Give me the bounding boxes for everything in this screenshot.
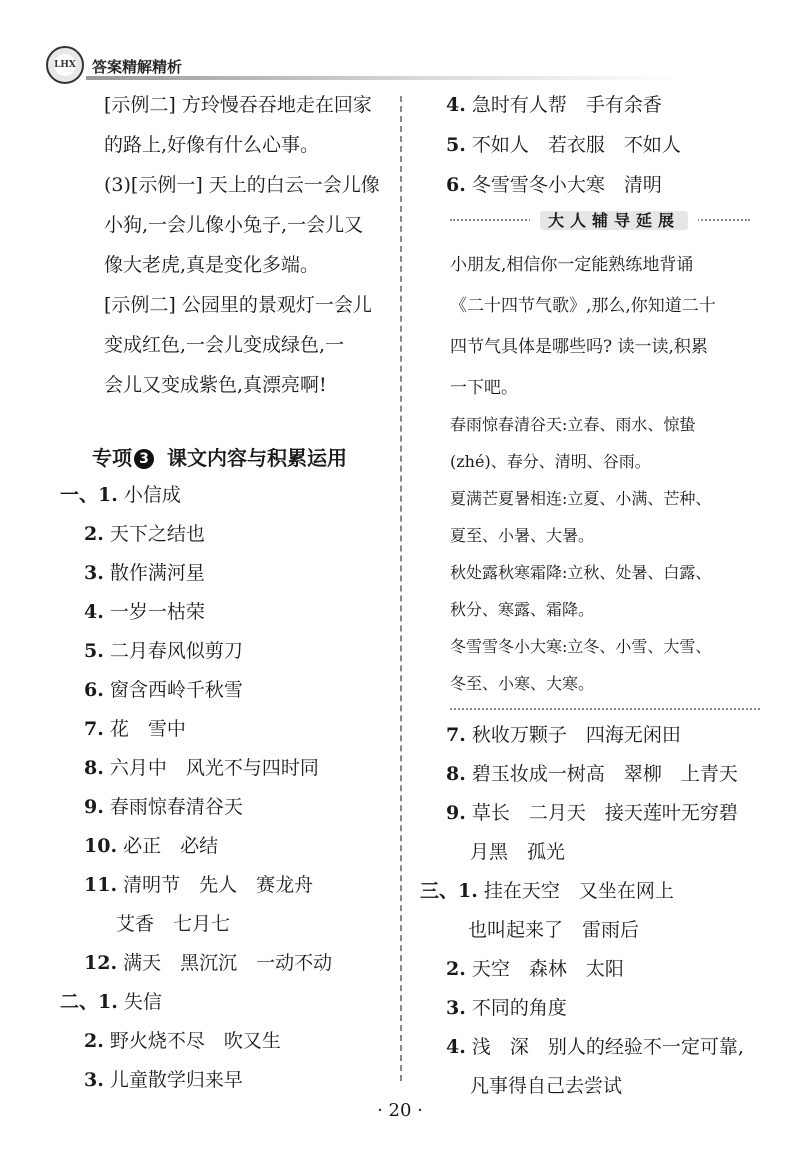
publisher-logo: LHX (46, 46, 84, 84)
item-text: 花 雪中 (109, 718, 186, 740)
text-line: 小狗,一会儿像小兔子,一会儿又 (104, 214, 364, 236)
text-line: 的路上,好像有什么心事。 (104, 134, 320, 156)
item-text: 碧玉妆成一树高 翠柳 上青天 (471, 763, 738, 785)
item-text: 草长 二月天 接天莲叶无穷碧 (471, 802, 738, 824)
answer-item (84, 833, 218, 859)
item-text: 月黑 孤光 (470, 841, 566, 863)
answer-item (446, 995, 567, 1021)
item-number: 4. (84, 601, 104, 623)
extension-box-header (450, 208, 750, 232)
answer-item (446, 956, 624, 982)
item-text: 凡事得自己去尝试 (470, 1075, 623, 1097)
section-title: 课文内容与积累运用 (166, 446, 347, 470)
answer-item (468, 917, 639, 943)
header-title: 答案精解精析 (92, 58, 183, 76)
item-number: 5. (446, 134, 466, 156)
item-text: 艾香 七月七 (116, 913, 231, 935)
item-text: 不同的角度 (471, 997, 567, 1019)
item-text: 春雨惊春清谷天 (109, 796, 243, 818)
answer-item (84, 677, 243, 703)
box-line: (zhé)、春分、清明、谷雨。 (450, 452, 651, 471)
answer-item (446, 800, 738, 826)
box-line: 《二十四节气歌》,那么,你知道二十 (450, 296, 716, 316)
header-bar (86, 76, 686, 80)
box-line: 小朋友,相信你一定能熟练地背诵 (450, 255, 694, 275)
item-text: 挂在天空 又坐在网上 (483, 880, 674, 902)
text-line: 会儿又变成紫色,真漂亮啊! (104, 374, 327, 396)
answer-item (446, 92, 662, 118)
answer-item (420, 878, 674, 904)
answer-item (446, 761, 738, 787)
text-line: (3)[示例一] 天上的白云一会儿像 (104, 174, 380, 196)
answer-item (84, 599, 205, 625)
column-divider (400, 96, 402, 1081)
text-line: [示例二] 公园里的景观灯一会儿 (104, 294, 372, 316)
section-number-badge: 3 (134, 449, 154, 469)
box-line: 春雨惊春清谷天:立春、雨水、惊蛰 (450, 415, 696, 434)
item-number: 3. (446, 997, 466, 1019)
answer-item (446, 722, 681, 748)
item-text: 窗含西岭千秋雪 (109, 679, 243, 701)
answer-item (116, 911, 230, 937)
item-number: 9. (84, 796, 104, 818)
answer-item (60, 482, 181, 508)
answer-item (470, 839, 565, 865)
item-text: 秋收万颗子 四海无闲田 (471, 724, 681, 746)
item-text: 野火烧不尽 吹又生 (109, 1030, 281, 1052)
item-number: 3. (84, 1069, 104, 1091)
item-text: 天下之结也 (109, 523, 205, 545)
item-number: 二、1. (60, 991, 118, 1013)
page-number: · 20 · (377, 1100, 423, 1121)
box-line: 冬至、小寒、大寒。 (450, 674, 595, 693)
item-number: 7. (84, 718, 104, 740)
item-text: 也叫起来了 雷雨后 (468, 919, 640, 941)
box-line: 夏至、小暑、大暑。 (450, 526, 595, 545)
item-text: 清明节 先人 赛龙舟 (123, 874, 314, 896)
item-number: 8. (84, 757, 104, 779)
item-text: 六月中 风光不与四时同 (109, 757, 319, 779)
item-number: 4. (446, 1036, 466, 1058)
extension-box-title: 大人辅导延展 (530, 208, 698, 231)
item-number: 三、1. (420, 880, 478, 902)
answer-item (84, 1067, 243, 1093)
item-number: 8. (446, 763, 466, 785)
section-heading (92, 442, 347, 471)
item-number: 7. (446, 724, 466, 746)
box-line: 夏满芒夏暑相连:立夏、小满、芒种、 (450, 489, 712, 508)
item-number: 2. (446, 958, 466, 980)
answer-item (84, 638, 243, 664)
item-text: 急时有人帮 手有余香 (471, 94, 662, 116)
item-text: 冬雪雪冬小大寒 清明 (471, 174, 662, 196)
item-number: 6. (446, 174, 466, 196)
answer-item (84, 560, 205, 586)
item-text: 失信 (123, 991, 162, 1013)
answer-item (84, 1028, 281, 1054)
box-line: 秋分、寒露、霜降。 (450, 600, 595, 619)
text-line: 变成红色,一会儿变成绿色,一 (104, 334, 345, 356)
section-prefix: 专项 (92, 446, 132, 470)
text-line: 像大老虎,真是变化多端。 (104, 254, 320, 276)
item-number: 12. (84, 952, 118, 974)
text-line: [示例二] 方玲慢吞吞地走在回家 (104, 94, 372, 116)
item-text: 必正 必结 (123, 835, 219, 857)
item-number: 3. (84, 562, 104, 584)
answer-item (84, 716, 186, 742)
answer-item (446, 1034, 744, 1060)
item-number: 6. (84, 679, 104, 701)
answer-item (84, 794, 243, 820)
item-number: 9. (446, 802, 466, 824)
item-text: 不如人 若衣服 不如人 (471, 134, 681, 156)
answer-item (84, 755, 319, 781)
item-text: 一岁一枯荣 (109, 601, 205, 623)
box-line: 秋处露秋寒霜降:立秋、处暑、白露、 (450, 563, 712, 582)
page-header (46, 46, 686, 86)
item-text: 二月春风似剪刀 (109, 640, 243, 662)
item-text: 散作满河星 (109, 562, 205, 584)
answer-item (84, 521, 205, 547)
item-number: 11. (84, 874, 118, 896)
box-line: 四节气具体是哪些吗? 读一读,积累 (450, 337, 708, 357)
item-text: 儿童散学归来早 (109, 1069, 243, 1091)
answer-item (446, 132, 681, 158)
answer-item (60, 989, 162, 1015)
item-number: 一、1. (60, 484, 118, 506)
item-text: 满天 黑沉沉 一动不动 (123, 952, 333, 974)
item-text: 小信成 (123, 484, 181, 506)
item-number: 2. (84, 523, 104, 545)
item-number: 4. (446, 94, 466, 116)
answer-item (446, 172, 662, 198)
answer-item (470, 1073, 622, 1099)
dotted-rule (450, 708, 760, 710)
item-number: 2. (84, 1030, 104, 1052)
box-line: 冬雪雪冬小大寒:立冬、小雪、大雪、 (450, 637, 712, 656)
item-text: 天空 森林 太阳 (471, 958, 624, 980)
box-line: 一下吧。 (450, 378, 518, 398)
item-number: 5. (84, 640, 104, 662)
answer-item (84, 950, 332, 976)
item-number: 10. (84, 835, 118, 857)
answer-item (84, 872, 313, 898)
item-text: 浅 深 别人的经验不一定可靠, (471, 1036, 744, 1058)
